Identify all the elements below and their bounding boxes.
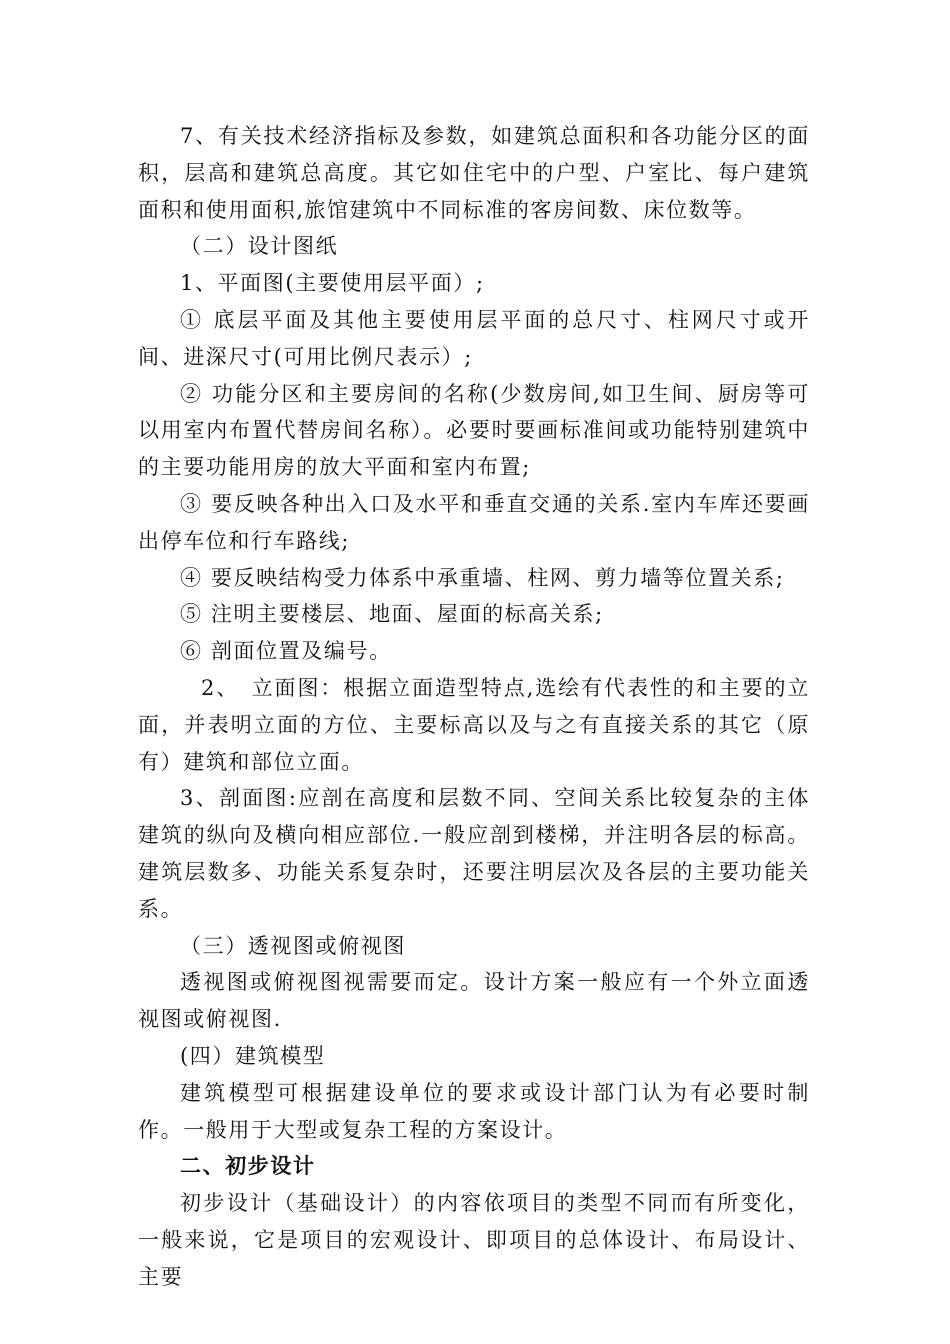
- paragraph-preliminary-design: 初步设计（基础设计）的内容依项目的类型不同而有所变化，一般来说，它是项目的宏观设计、即项目的总体设计、布局设计、主要: [138, 1191, 810, 1289]
- paragraph-perspective: 透视图或俯视图视需要而定。设计方案一般应有一个外立面透视图或俯视图.: [138, 970, 810, 1032]
- heading-building-model: (四）建筑模型: [180, 1043, 326, 1068]
- heading-preliminary-design: 二、初步设计: [180, 1153, 316, 1179]
- item-floor-plan-rooms: ② 功能分区和主要房间的名称(少数房间,如卫生间、厨房等可以用室内布置代替房间名称）。必要时要画标准间或功能特别建筑中的主要功能用房的放大平面和室内布置;: [138, 381, 810, 480]
- item-floor-plan-circulation: ③ 要反映各种出入口及水平和垂直交通的关系.室内车库还要画出停车位和行车路线;: [138, 491, 810, 553]
- paragraph-building-model: 建筑模型可根据建设单位的要求或设计部门认为有必要时制作。一般用于大型或复杂工程的方案设计。: [138, 1080, 810, 1142]
- item-floor-plan-section-marks: ⑥ 剖面位置及编号。: [180, 639, 392, 664]
- item-floor-plan: 1、平面图(主要使用层平面）;: [180, 271, 485, 296]
- heading-perspective: （三）透视图或俯视图: [180, 933, 406, 958]
- item-floor-plan-dimensions: ① 底层平面及其他主要使用层平面的总尺寸、柱网尺寸或开间、进深尺寸(可用比例尺表示）;: [138, 307, 810, 369]
- item-elevation-drawing: 2、 立面图：根据立面造型特点,选绘有代表性的和主要的立面，并表明立面的方位、主要标高以及与之有直接关系的其它（原有）建筑和部位立面。: [138, 675, 810, 774]
- item-section-drawing: 3、剖面图:应剖在高度和层数不同、空间关系比较复杂的主体建筑的纵向及横向相应部位.一般应剖到楼梯，并注明各层的标高。建筑层数多、功能关系复杂时，还要注明层次及各层的主要功能关系。: [138, 786, 810, 921]
- heading-design-drawings: （二）设计图纸: [180, 234, 339, 259]
- item-floor-plan-elevations: ⑤ 注明主要楼层、地面、屋面的标高关系;: [180, 602, 604, 627]
- paragraph-technical-indicators: 7、有关技术经济指标及参数，如建筑总面积和各功能分区的面积，层高和建筑总高度。其它如住宅中的户型、户室比、每户建筑面积和使用面积,旅馆建筑中不同标准的客房间数、床位数等。: [138, 124, 810, 222]
- document-body: [138, 118, 810, 1296]
- item-floor-plan-structure: ④ 要反映结构受力体系中承重墙、柱网、剪力墙等位置关系;: [180, 565, 785, 590]
